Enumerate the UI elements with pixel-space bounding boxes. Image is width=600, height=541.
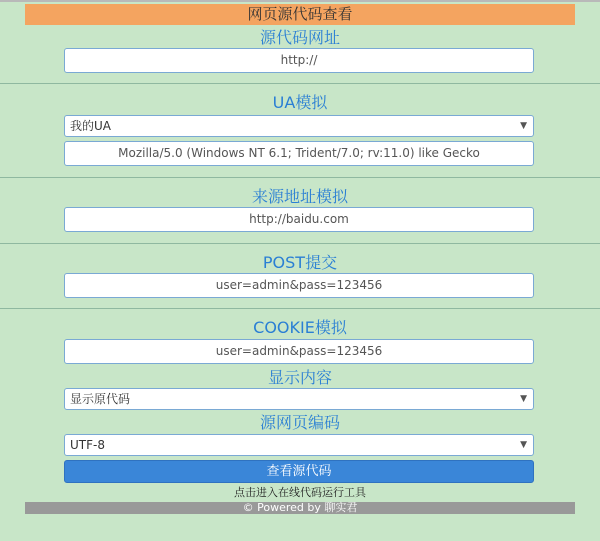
- online-code-runner-link[interactable]: 点击进入在线代码运行工具: [234, 486, 366, 499]
- ua-select-value: 我的UA: [70, 119, 111, 133]
- display-select[interactable]: [64, 388, 534, 410]
- cookie-section-title: COOKIE模拟: [253, 318, 347, 337]
- footer: [25, 502, 575, 514]
- referer-section-title: 来源地址模拟: [251, 187, 348, 206]
- divider: [0, 243, 600, 244]
- view-source-button[interactable]: 查看源代码: [64, 460, 534, 483]
- referer-input[interactable]: http://baidu.com: [64, 207, 534, 232]
- top-border: [0, 0, 600, 2]
- chevron-down-icon: ▼: [520, 394, 527, 404]
- divider: [0, 83, 600, 84]
- url-input[interactable]: http://: [64, 48, 534, 73]
- post-input[interactable]: user=admin&pass=123456: [64, 273, 534, 298]
- encoding-section-title: 源网页编码: [259, 413, 340, 432]
- footer-text: © Powered by 聊实君: [242, 501, 358, 514]
- ua-string-input[interactable]: Mozilla/5.0 (Windows NT 6.1; Trident/7.0; rv:11.0) like Gecko: [64, 141, 534, 166]
- encoding-select[interactable]: [64, 434, 534, 456]
- page-title: 网页源代码查看: [247, 5, 353, 23]
- divider: [0, 177, 600, 178]
- encoding-select-value: UTF-8: [70, 438, 105, 452]
- ua-select[interactable]: [64, 115, 534, 137]
- chevron-down-icon: ▼: [520, 121, 527, 131]
- page-header: [25, 4, 575, 25]
- post-section-title: POST提交: [262, 253, 338, 272]
- cookie-input[interactable]: user=admin&pass=123456: [64, 339, 534, 364]
- ua-section-title: UA模拟: [272, 93, 328, 112]
- chevron-down-icon: ▼: [520, 440, 527, 450]
- divider: [0, 308, 600, 309]
- display-section-title: 显示内容: [267, 368, 332, 387]
- display-select-value: 显示原代码: [70, 392, 131, 406]
- url-section-title: 源代码网址: [259, 28, 340, 47]
